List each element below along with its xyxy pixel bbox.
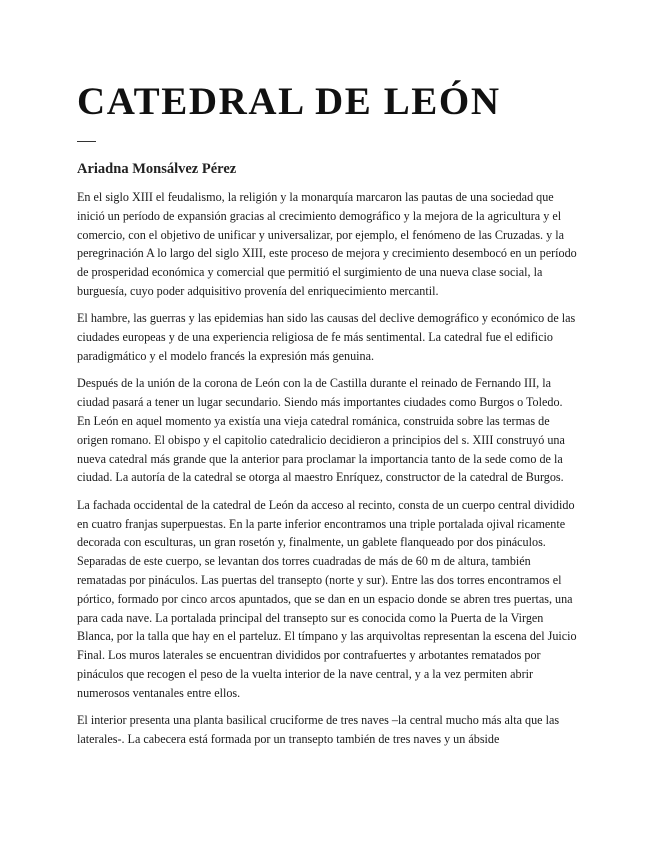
paragraph: El interior presenta una planta basilical cruciforme de tres naves –la central mucho más alta que las laterales-. La cabecera está formada por un transepto también de tres naves y un ábside: [77, 713, 560, 746]
title-divider: [77, 141, 96, 142]
document-page: [77, 82, 577, 749]
document-author: Ariadna Monsálvez Pérez: [77, 161, 237, 177]
paragraph: Después de la unión de la corona de León con la de Castilla durante el reinado de Fernando III, la ciudad pasará a tener un lugar secundario. Siendo más importantes ciudades como Burgos o Toledo. En León en aquel momento ya existía una vieja catedral románica, construida sobre las termas de origen romano. El obispo y el capitolio catedralicio decidieron a principios del s. XIII construyó una nueva catedral más grande que la anterior para proclamar la importancia tanto de la sede como de la ciudad. La autoría de la catedral se otorga al maestro Enríquez, constructor de la catedral de Burgos.: [77, 376, 565, 485]
document-title: CATEDRAL DE LEÓN: [77, 80, 501, 123]
paragraph: En el siglo XIII el feudalismo, la religión y la monarquía marcaron las pautas de una sociedad que inició un período de expansión gracias al crecimiento demográfico y la mejora de la agricultura y el comercio, con el objetivo de unificar y universalizar, por ejemplo, el fenómeno de las Cruzadas. y la peregrinación A lo largo del siglo XIII, este proceso de mejora y crecimiento desembocó en un período de prosperidad económica y comercial que permitió el surgimiento de una nueva clase social, la burguesía, cuyo poder adquisitivo provenía del enriquecimiento mercantil.: [77, 190, 577, 298]
paragraph: La fachada occidental de la catedral de León da acceso al recinto, consta de un cuerpo central dividido en cuatro franjas superpuestas. En la parte inferior encontramos una triple portalada ojival ricamente decorada con esculturas, un gran rosetón y, finalmente, un gablete flanqueado por dos pináculos. Separadas de este cuerpo, se levantan dos torres cuadradas de más de 60 m de altura, también rematadas por pináculos. Las puertas del transepto (norte y sur). Entre las dos torres encontramos el pórtico, formado por cinco arcos apuntados, que se dan en un espacio donde se abren tres puertas, una para cada nave. La portalada principal del transepto sur es conocida como la Puerta de la Virgen Blanca, por la talla que hay en el parteluz. El tímpano y las arquivoltas representan la escena del Juicio Final. Los muros laterales se encuentran divididos por contrafuertes y arbotantes rematados por pináculos que recogen el peso de la vuelta interior de la nave central, y a la vez permiten abrir numerosos ventanales entre ellos.: [77, 497, 577, 700]
paragraph: El hambre, las guerras y las epidemias han sido las causas del declive demográfico y económico de las ciudades europeas y de una experiencia religiosa de fe más sentimental. La catedral fue el edificio paradigmático y el modelo francés la expresión más genuina.: [77, 311, 576, 363]
